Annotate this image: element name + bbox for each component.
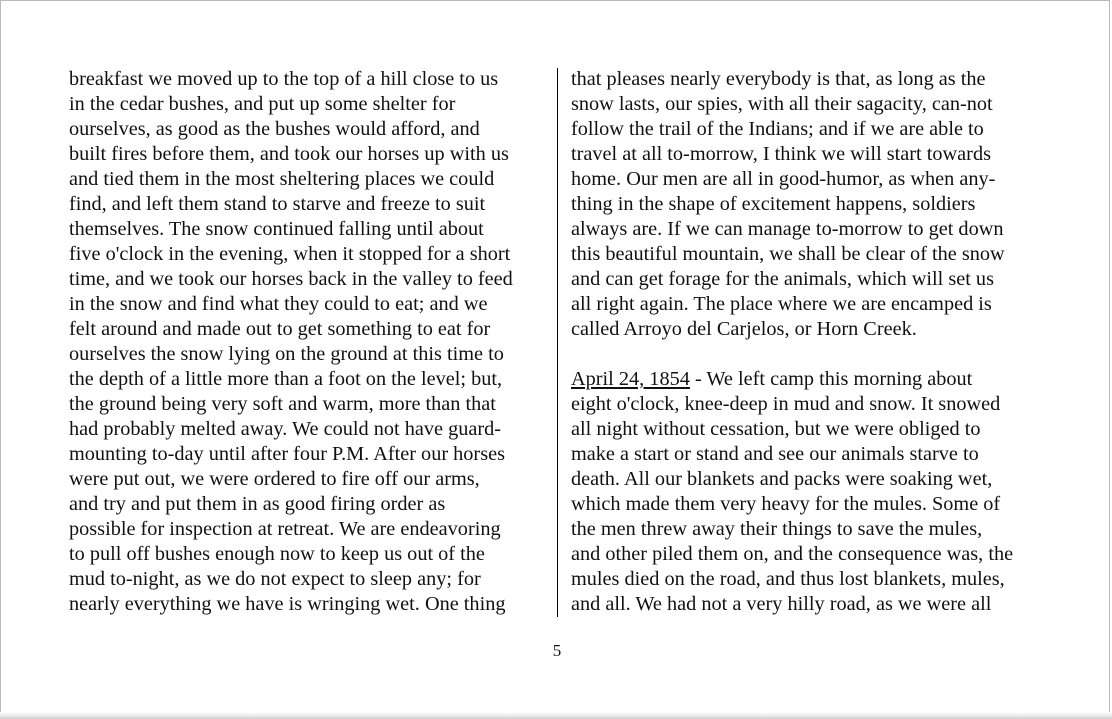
- text-line: always are. If we can manage to-morrow to get down: [571, 218, 1004, 240]
- text-line: that pleases nearly everybody is that, as long as the: [571, 68, 986, 90]
- text-line: the ground being very soft and warm, more than that: [69, 393, 496, 415]
- text-line: travel at all to-morrow, I think we will start towards: [571, 143, 991, 165]
- text-line: called Arroyo del Carjelos, or Horn Creek.: [571, 318, 917, 340]
- column-divider: [557, 68, 558, 617]
- text-line: death. All our blankets and packs were soaking wet,: [571, 468, 993, 490]
- text-line: in the cedar bushes, and put up some shelter for: [69, 93, 456, 115]
- text-line: possible for inspection at retreat. We are endeavoring: [69, 518, 501, 540]
- text-line: and try and put them in as good firing order as: [69, 493, 446, 515]
- text-line: snow lasts, our spies, with all their sagacity, can-not: [571, 93, 993, 115]
- text-line: breakfast we moved up to the top of a hill close to us: [69, 68, 499, 90]
- text-line: follow the trail of the Indians; and if we are able to: [571, 118, 984, 140]
- page-bottom-shadow: [0, 712, 1112, 719]
- text-line: all right again. The place where we are encamped is: [571, 293, 992, 315]
- text-line: all night without cessation, but we were obliged to: [571, 418, 981, 440]
- text-line: and can get forage for the animals, which will set us: [571, 268, 994, 290]
- text-line: the depth of a little more than a foot on the level; but,: [69, 368, 503, 390]
- text-line: in the snow and find what they could to eat; and we: [69, 293, 488, 315]
- text-line: time, and we took our horses back in the valley to feed: [69, 268, 513, 290]
- paragraph-gap: [571, 342, 1056, 367]
- text-line: mud to-night, as we do not expect to sleep any; for: [69, 568, 481, 590]
- entry-date: April 24, 1854: [571, 368, 690, 390]
- right-column: [571, 67, 1056, 617]
- text-line: mules died on the road, and thus lost blankets, mules,: [571, 568, 1005, 590]
- text-line: make a start or stand and see our animals starve to: [571, 443, 979, 465]
- entry-first-line-text: - We left camp this morning about: [689, 368, 973, 390]
- text-line: themselves. The snow continued falling until about: [69, 218, 484, 240]
- text-line: and other piled them on, and the consequence was, the: [571, 543, 1014, 565]
- page-number: 5: [552, 641, 562, 660]
- text-line: ourselves, as good as the bushes would afford, and: [69, 118, 480, 140]
- text-line: built fires before them, and took our horses up with us: [69, 143, 509, 165]
- text-line: which made them very heavy for the mules. Some of: [571, 493, 1001, 515]
- text-line: ourselves the snow lying on the ground at this time to: [69, 343, 504, 365]
- text-line: had probably melted away. We could not have guard-: [69, 418, 502, 440]
- text-line: and all. We had not a very hilly road, as we were all: [571, 593, 992, 615]
- text-line: to pull off bushes enough now to keep us out of the: [69, 543, 485, 565]
- text-line: thing in the shape of excitement happens, soldiers: [571, 193, 976, 215]
- text-line: and tied them in the most sheltering places we could: [69, 168, 495, 190]
- left-column: [69, 67, 549, 617]
- entry-first-line: [571, 367, 1056, 392]
- text-line: mounting to-day until after four P.M. After our horses: [69, 443, 505, 465]
- text-line: five o'clock in the evening, when it stopped for a short: [69, 243, 511, 265]
- text-line: eight o'clock, knee-deep in mud and snow. It snowed: [571, 393, 1001, 415]
- text-line: the men threw away their things to save the mules,: [571, 518, 983, 540]
- text-line: were put out, we were ordered to fire off our arms,: [69, 468, 480, 490]
- text-line: felt around and made out to get something to eat for: [69, 318, 491, 340]
- text-line: this beautiful mountain, we shall be clear of the snow: [571, 243, 1005, 265]
- text-line: home. Our men are all in good-humor, as when any-: [571, 168, 996, 190]
- text-line: find, and left them stand to starve and freeze to suit: [69, 193, 486, 215]
- text-line: nearly everything we have is wringing wet. One thing: [69, 593, 506, 615]
